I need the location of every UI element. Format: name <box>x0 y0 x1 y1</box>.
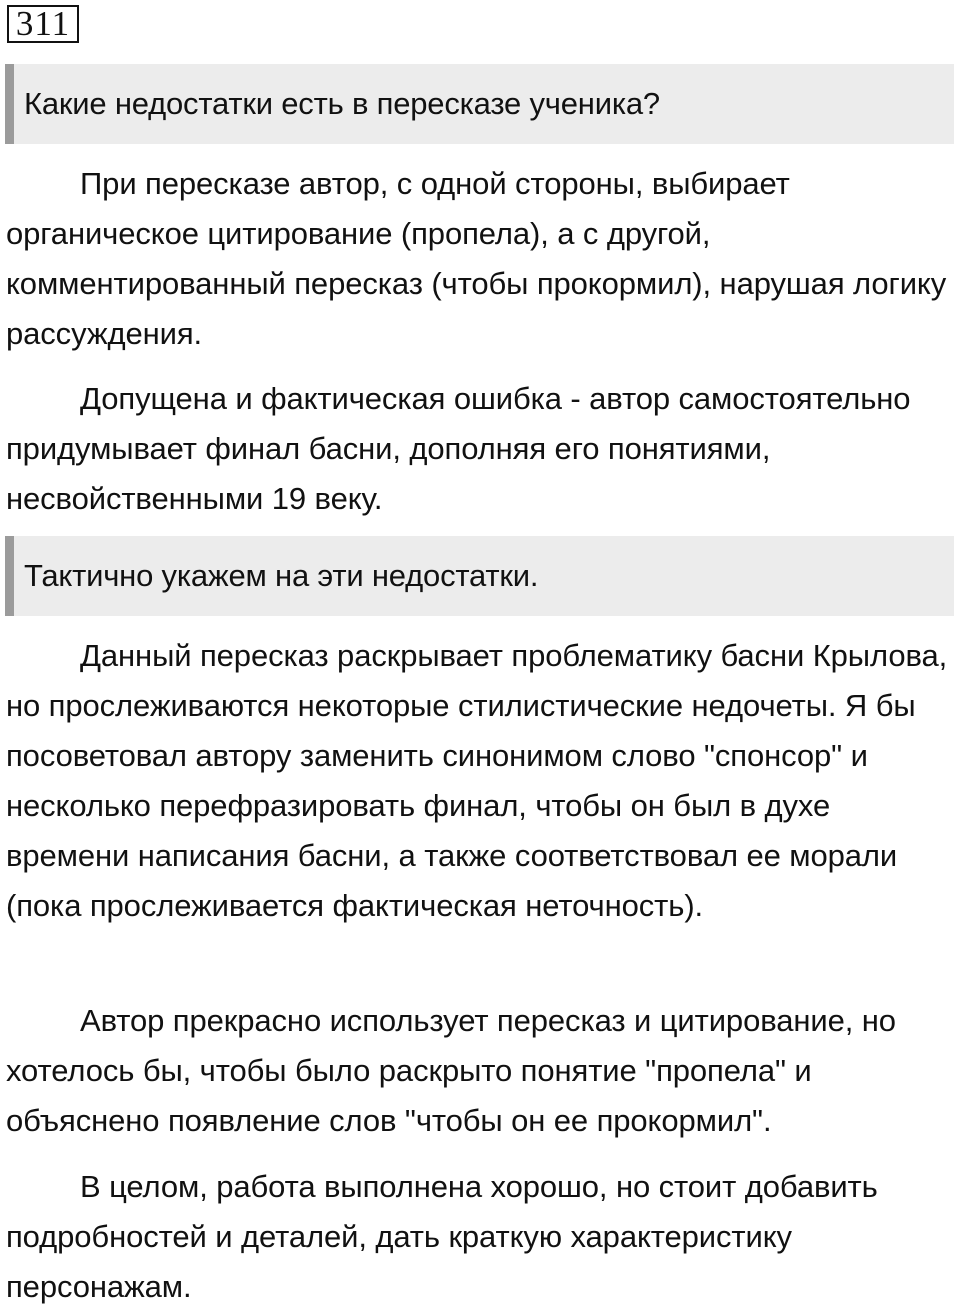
answer-paragraph: Автор прекрасно использует пересказ и цитирование, но хотелось бы, чтобы было раскрыто понятие "пропела" и объяснено появление слов "чтобы он ее прокормил". <box>6 1003 896 1138</box>
answer-paragraph: В целом, работа выполнена хорошо, но стоит добавить подробностей и деталей, дать краткую характеристику персонажам. <box>6 1169 878 1304</box>
answer-paragraph: Данный пересказ раскрывает проблематику басни Крылова, но прослеживаются некоторые стилистические недочеты. Я бы посоветовал автору заменить синонимом слово "спонсор" и несколько перефразировать финал, чтобы он был в духе времени написания басни, а также соответствовал ее морали (пока прослеживается фактическая неточность). <box>6 638 948 923</box>
exercise-number: 311 <box>7 5 79 43</box>
answer-paragraph: Допущена и фактическая ошибка - автор самостоятельно придумывает финал басни, дополняя его понятиями, несвойственными 19 веку. <box>6 381 911 516</box>
answer-paragraph: При пересказе автор, с одной стороны, выбирает органическое цитирование (пропела), а с другой, комментированный пересказ (чтобы прокормил), нарушая логику рассуждения. <box>6 166 947 351</box>
question-2: Тактично укажем на эти недостатки. <box>5 536 954 616</box>
question-1: Какие недостатки есть в пересказе ученика? <box>5 64 954 144</box>
